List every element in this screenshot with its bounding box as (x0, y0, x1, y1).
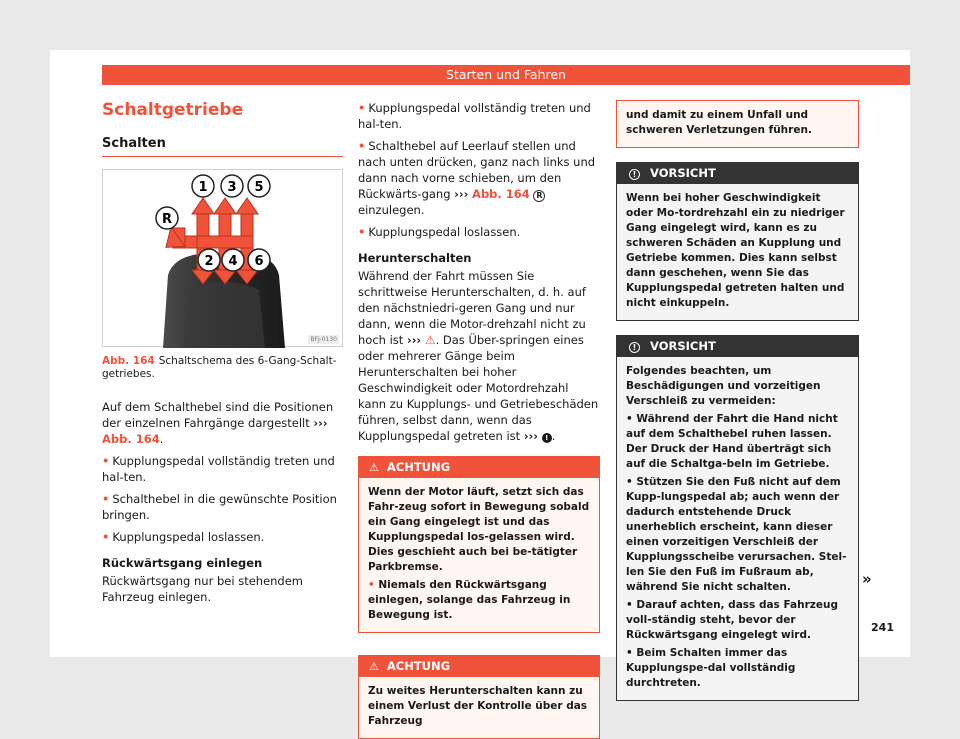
svg-text:3: 3 (227, 180, 237, 195)
downshift-paragraph (358, 268, 600, 444)
svg-text:6: 6 (254, 254, 264, 269)
list-item (102, 453, 343, 485)
bullet-text: Während der Fahrt die Hand nicht auf dem Schalthebel ruhen lassen. Der Druck der Hand überträgt sich auf die Schaltga-beln im Getriebe. (626, 413, 838, 470)
bullet-text: Kupplungspedal loslassen. (112, 530, 265, 544)
warning-text: Zu weites Herunterschalten kann zu einem Verlust der Kontrolle über das Fahrzeug (368, 685, 588, 727)
warning-title: ACHTUNG (386, 659, 451, 673)
caution-info-icon: ! (629, 169, 640, 180)
bullet-icon: • (368, 579, 379, 591)
section-title: Schalten (102, 136, 343, 157)
bullet-text: Niemals den Rückwärtsgang einlegen, solange das Fahrzeug in Bewegung ist. (368, 579, 571, 621)
svg-text:5: 5 (254, 180, 264, 195)
warning-text: Wenn der Motor läuft, setzt sich das Fahr-zeug sofort in Bewegung sobald ein Gang eingelegt ist und das Kupplungspedal los-gelassen wird. Dies geschieht auch bei be-tätigter Parkbremse. (368, 486, 590, 573)
svg-text:1: 1 (198, 180, 208, 195)
list-item (626, 598, 849, 643)
figure-reference-link[interactable]: Abb. 164 (472, 187, 530, 201)
bullet-text: Darauf achten, dass das Fahrzeug voll-ständig steht, bevor der Rückwärtsgang eingelegt wird. (626, 599, 838, 641)
list-item (358, 224, 600, 240)
bullet-text: Schalthebel auf Leerlauf stellen und nach unten drücken, ganz nach links und dann nach vorne schieben, um den Rückwärts-gang (358, 139, 596, 201)
caution-header (617, 163, 858, 184)
warning-text: und damit zu einem Unfall und schweren Verletzungen führen. (626, 109, 812, 136)
caution-header (617, 336, 858, 357)
svg-text:2: 2 (204, 254, 214, 269)
column-right (616, 100, 859, 701)
caution-title: VORSICHT (650, 339, 716, 353)
warning-box (358, 456, 600, 633)
caution-box (616, 335, 859, 701)
caution-box (616, 162, 859, 321)
warning-triangle-icon[interactable]: ⚠ (424, 333, 436, 347)
bullet-text: Kupplungspedal loslassen. (368, 225, 521, 239)
svg-text:R: R (161, 212, 173, 227)
manual-page (50, 50, 910, 727)
warning-box-continued (616, 100, 859, 148)
warning-body (359, 478, 599, 632)
continue-mark: » (862, 570, 872, 588)
downshift-text-cont: . Das Über-springen eines oder mehrerer Gänge beim Herunterschalten bei hoher Geschwindigkeit oder Motordrehzahl kann zu Kupplungs- und Getriebeschäden führen, selbst dann, wenn das Kupplungspedal getreten ist (358, 333, 599, 443)
bullet-text: Beim Schalten immer das Kupplungspe-dal vollständig durchtreten. (626, 647, 796, 689)
chapter-header: Starten und Fahren (102, 65, 910, 85)
column-left (102, 100, 343, 605)
page-number: 241 (871, 621, 894, 634)
list-item (626, 412, 849, 472)
bullet-icon: • (102, 454, 110, 468)
figure-caption (102, 355, 343, 381)
svg-text:4: 4 (228, 254, 238, 269)
bullet-text: Stützen Sie den Fuß nicht auf dem Kupp-lungspedal ab; auch wenn der dadurch entstehende Druck unerheblich erscheint, kann dieser einen vorzeitigen Verschleiß der Kupplungsscheibe verursachen. Stel-len Sie den Fuß im Fußraum ab, während Sie nicht schalten. (626, 476, 847, 593)
intro-paragraph (102, 399, 343, 447)
gear-shift-figure (102, 169, 343, 347)
list-item (102, 529, 343, 545)
caution-title: VORSICHT (650, 166, 716, 180)
intro-end: . (159, 432, 164, 446)
list-item (102, 491, 343, 523)
warning-header (359, 656, 599, 677)
cross-ref-arrows: ››› (406, 333, 422, 347)
bullet-icon: • (358, 139, 366, 153)
bullet-text: Kupplungspedal vollständig treten und hal-ten. (102, 454, 335, 484)
warning-box (358, 655, 600, 739)
caution-info-icon[interactable]: ! (542, 433, 552, 443)
bullet-icon: • (102, 492, 110, 506)
downshift-end: . (551, 429, 556, 443)
cross-ref-arrows: ››› (313, 416, 328, 430)
bullet-icon: • (626, 476, 637, 488)
reverse-gear-circle-icon: R (533, 190, 545, 202)
caption-label: Abb. 164 (102, 355, 155, 367)
bullet-icon: • (626, 647, 637, 659)
warning-body (359, 677, 599, 738)
figure-reference-link[interactable]: Abb. 164 (102, 432, 160, 446)
cross-ref-arrows: ››› (523, 429, 539, 443)
gear-shift-illustration (103, 170, 344, 348)
list-item (358, 100, 600, 132)
warning-title: ACHTUNG (386, 460, 451, 474)
caution-text: Wenn bei hoher Geschwindigkeit oder Mo-tordrehzahl ein zu niedriger Gang eingelegt wird, kann es zu schweren Schäden an Kupplung und Getriebe kommen. Dies kann selbst dann geschehen, wenn Sie das Kupplungspedal getreten halten und nicht einkuppeln. (626, 192, 845, 309)
caution-body (617, 357, 858, 700)
bullet-icon: • (358, 101, 366, 115)
bullet-text: Schalthebel in die gewünschte Position bringen. (102, 492, 337, 522)
bullet-icon: • (102, 530, 110, 544)
list-item (626, 475, 849, 595)
column-middle (358, 100, 600, 739)
caution-info-icon: ! (629, 342, 640, 353)
reverse-gear-text: Rückwärtsgang nur bei stehendem Fahrzeug einlegen. (102, 574, 304, 604)
downshift-heading: Herunterschalten (358, 251, 472, 265)
warning-triangle-icon: ⚠ (369, 461, 379, 474)
reverse-gear-heading: Rückwärtsgang einlegen (102, 556, 263, 570)
list-item (368, 578, 590, 623)
bullet-icon: • (626, 413, 637, 425)
caption-text: Schaltschema des 6-Gang-Schalt-getriebes. (102, 355, 337, 380)
figure-code: BFJ-0130 (310, 336, 337, 343)
list-item (626, 646, 849, 691)
chapter-title: Schaltgetriebe (102, 100, 244, 120)
downshift-text: Während der Fahrt müssen Sie schrittweise Herunterschalten, d. h. auf den nächstniedri-geren Gang und nur dann, wenn die Motor-drehzahl nicht zu hoch ist (358, 269, 586, 347)
bullet-icon: • (358, 225, 366, 239)
bullet-text-end: einzulegen. (358, 203, 425, 217)
warning-triangle-icon: ⚠ (369, 660, 379, 673)
bullet-text: Kupplungspedal vollständig treten und hal-ten. (358, 101, 591, 131)
cross-ref-arrows: ››› (454, 187, 469, 201)
intro-text: Auf dem Schalthebel sind die Positionen der einzelnen Fahrgänge dargestellt (102, 400, 334, 430)
list-item (358, 138, 600, 218)
warning-header (359, 457, 599, 478)
caution-intro: Folgendes beachten, um Beschädigungen und vorzeitigen Verschleiß zu vermeiden: (626, 365, 821, 407)
bullet-icon: • (626, 599, 637, 611)
